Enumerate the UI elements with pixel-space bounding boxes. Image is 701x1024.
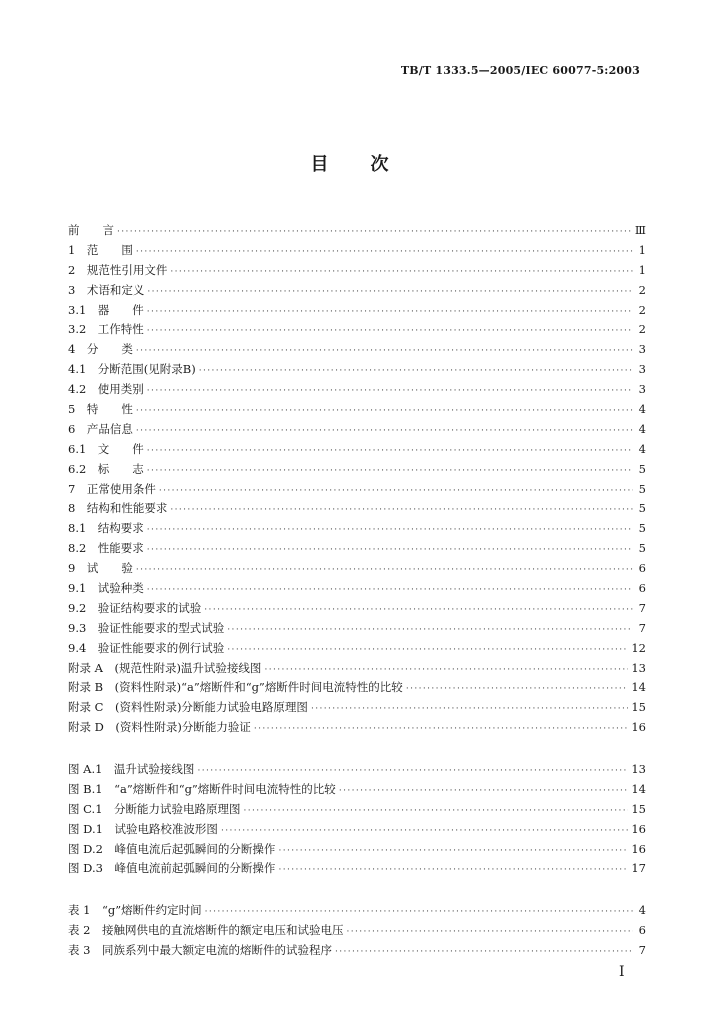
toc-entry[interactable] [68, 580, 646, 600]
toc-entry-label: 8 结构和性能要求 [68, 501, 168, 516]
page-folio: Ⅰ [619, 964, 625, 980]
toc-entry-page-number: 2 [638, 322, 646, 337]
toc-entry-page-number: 2 [638, 282, 646, 297]
toc-entry[interactable] [68, 679, 646, 699]
toc-entry-page-number: 2 [638, 302, 646, 317]
dot-leader [406, 684, 629, 694]
toc-entry-page-number: 14 [631, 680, 646, 695]
dot-leader [147, 307, 633, 317]
toc-entry-label: 8.2 性能要求 [68, 541, 144, 556]
toc-figures-list [68, 761, 646, 880]
dot-leader [254, 724, 629, 734]
toc-entry-page-number: 12 [631, 640, 646, 655]
toc-entry-label: 图 B.1 “a”熔断件和“g”熔断件时间电流特性的比较 [68, 781, 336, 796]
toc-entry-label: 3.1 器 件 [68, 302, 144, 317]
dot-leader [199, 366, 633, 376]
dot-leader [136, 426, 633, 436]
toc-entry[interactable] [68, 560, 646, 580]
toc-entry-page-number: 6 [638, 561, 646, 576]
toc-entry-label: 5 特 性 [68, 402, 133, 417]
toc-entry-label: 4.2 使用类别 [68, 382, 144, 397]
toc-entry-page-number: 15 [631, 700, 646, 715]
dot-leader [147, 287, 633, 297]
toc-entry[interactable] [68, 500, 646, 520]
toc-entry-label: 9.3 验证性能要求的型式试验 [68, 620, 225, 635]
toc-entry[interactable] [68, 600, 646, 620]
toc-entry-label: 附录 A (规范性附录)温升试验接线图 [68, 660, 262, 675]
toc-entry-label: 图 D.3 峰值电流前起弧瞬间的分断操作 [68, 861, 276, 876]
standard-number-header: TB/T 1333.5—2005/IEC 60077-5:2003 [400, 64, 640, 77]
toc-entry-page-number: 7 [638, 600, 646, 615]
dot-leader [264, 665, 628, 675]
figure-list-entry[interactable] [68, 860, 646, 880]
toc-entry-page-number: 15 [631, 801, 646, 816]
toc-entry-page-number: 16 [631, 821, 646, 836]
toc-entry-page-number: 16 [631, 720, 646, 735]
toc-entry-page-number: 7 [638, 942, 646, 957]
dot-leader [244, 806, 629, 816]
toc-entry[interactable] [68, 441, 646, 461]
toc-entry-label: 9 试 验 [68, 561, 133, 576]
toc-entry-page-number: 5 [638, 501, 646, 516]
toc-entry[interactable] [68, 361, 646, 381]
toc-entry-label: 1 范 围 [68, 242, 133, 257]
toc-entry-label: 4.1 分断范围(见附录B) [68, 362, 196, 377]
toc-entry-page-number: 3 [638, 382, 646, 397]
dot-leader [147, 386, 633, 396]
toc-entry-page-number: 5 [638, 481, 646, 496]
toc-entry-label: 表 2 接触网供电的直流熔断件的额定电压和试验电压 [68, 922, 344, 937]
toc-entry-page-number: 4 [638, 421, 646, 436]
toc-entry-page-number: 5 [638, 521, 646, 536]
dot-leader [227, 645, 628, 655]
toc-entry-label: 图 D.2 峰值电流后起弧瞬间的分断操作 [68, 841, 276, 856]
toc-entry[interactable] [68, 461, 646, 481]
dot-leader [197, 766, 628, 776]
toc-entry-label: 附录 D (资料性附录)分断能力验证 [68, 720, 251, 735]
toc-entry-label: 6.2 标 志 [68, 461, 144, 476]
dot-leader [159, 486, 633, 496]
toc-entry-page-number: 6 [638, 581, 646, 596]
toc-main-list [68, 222, 646, 739]
toc-entry-label: 9.2 验证结构要求的试验 [68, 600, 202, 615]
toc-entry[interactable] [68, 341, 646, 361]
toc-entry[interactable] [68, 699, 646, 719]
dot-leader [136, 346, 633, 356]
toc-entry-page-number: 5 [638, 541, 646, 556]
toc-entry-label: 6.1 文 件 [68, 441, 144, 456]
dot-leader [335, 947, 633, 957]
dot-leader [147, 326, 633, 336]
dot-leader [147, 446, 633, 456]
toc-entry[interactable] [68, 242, 646, 262]
toc-entry-page-number: 7 [638, 620, 646, 635]
toc-entry-page-number: Ⅲ [634, 223, 646, 237]
figure-list-entry[interactable] [68, 841, 646, 861]
dot-leader [170, 505, 633, 515]
toc-entry[interactable] [68, 481, 646, 501]
toc-entry-label: 4 分 类 [68, 342, 133, 357]
toc-entry[interactable] [68, 660, 646, 680]
page-title: 目 次 [310, 154, 391, 175]
toc-entry[interactable] [68, 401, 646, 421]
dot-leader [205, 907, 633, 917]
toc-entry-page-number: 5 [638, 461, 646, 476]
toc-entry-label: 7 正常使用条件 [68, 481, 156, 496]
toc-entry-label: 表 3 同族系列中最大额定电流的熔断件的试验程序 [68, 942, 332, 957]
figure-list-entry[interactable] [68, 781, 646, 801]
dot-leader [136, 565, 633, 575]
figure-list-entry[interactable] [68, 801, 646, 821]
toc-entry[interactable] [68, 321, 646, 341]
table-list-entry[interactable] [68, 902, 646, 922]
toc-entry[interactable] [68, 262, 646, 282]
toc-entry-page-number: 4 [638, 441, 646, 456]
toc-entry[interactable] [68, 640, 646, 660]
toc-entry-label: 附录 B (资料性附录)“a”熔断件和“g”熔断件时间电流特性的比较 [68, 680, 403, 695]
toc-entry-page-number: 4 [638, 903, 646, 917]
toc-entry-label: 图 C.1 分断能力试验电路原理图 [68, 801, 241, 816]
toc-entry[interactable] [68, 282, 646, 302]
toc-entry[interactable] [68, 381, 646, 401]
toc-entry-label: 9.1 试验种类 [68, 581, 144, 596]
toc-entry-label: 表 1 “g”熔断件约定时间 [68, 903, 202, 917]
dot-leader [136, 406, 633, 416]
toc-entry-label: 8.1 结构要求 [68, 521, 144, 536]
toc-entry[interactable] [68, 421, 646, 441]
toc-entry-page-number: 1 [638, 262, 646, 277]
figure-list-entry[interactable] [68, 761, 646, 781]
toc-entry-page-number: 3 [638, 362, 646, 377]
toc-entry[interactable] [68, 540, 646, 560]
toc-entry-label: 9.4 验证性能要求的例行试验 [68, 640, 225, 655]
toc-entry[interactable] [68, 222, 646, 242]
toc-entry-page-number: 17 [631, 861, 646, 876]
dot-leader [147, 525, 633, 535]
toc-entry-page-number: 13 [631, 660, 646, 675]
table-list-entry[interactable] [68, 922, 646, 942]
toc-entry-label: 3 术语和定义 [68, 282, 145, 297]
dot-leader [339, 786, 629, 796]
toc-entry-label: 图 D.1 试验电路校准波形图 [68, 821, 218, 836]
dot-leader [204, 605, 633, 615]
toc-entry[interactable] [68, 302, 646, 322]
toc-entry-label: 前 言 [68, 223, 114, 237]
toc-entry-page-number: 16 [631, 841, 646, 856]
toc-entry[interactable] [68, 620, 646, 640]
toc-entry-page-number: 14 [631, 781, 646, 796]
dot-leader [227, 625, 633, 635]
table-list-entry[interactable] [68, 942, 646, 962]
dot-leader [311, 704, 628, 714]
toc-entry-label: 2 规范性引用文件 [68, 262, 168, 277]
dot-leader [221, 826, 628, 836]
toc-entry[interactable] [68, 520, 646, 540]
toc-tables-list [68, 902, 646, 962]
toc-entry-page-number: 1 [638, 242, 646, 257]
toc-entry-page-number: 13 [631, 762, 646, 776]
dot-leader [278, 865, 628, 875]
toc-entry-label: 附录 C (资料性附录)分断能力试验电路原理图 [68, 700, 308, 715]
dot-leader [346, 927, 633, 937]
toc-entry-label: 6 产品信息 [68, 421, 133, 436]
dot-leader [136, 247, 633, 257]
toc-entry-page-number: 3 [638, 342, 646, 357]
toc-entry-label: 3.2 工作特性 [68, 322, 144, 337]
dot-leader [170, 267, 633, 277]
toc-entry-label: 图 A.1 温升试验接线图 [68, 762, 195, 776]
dot-leader [117, 227, 632, 237]
toc-entry[interactable] [68, 719, 646, 739]
figure-list-entry[interactable] [68, 821, 646, 841]
dot-leader [147, 466, 633, 476]
toc-entry-page-number: 6 [638, 922, 646, 937]
dot-leader [147, 585, 633, 595]
toc-entry-page-number: 4 [638, 402, 646, 417]
dot-leader [278, 846, 628, 856]
dot-leader [147, 545, 633, 555]
